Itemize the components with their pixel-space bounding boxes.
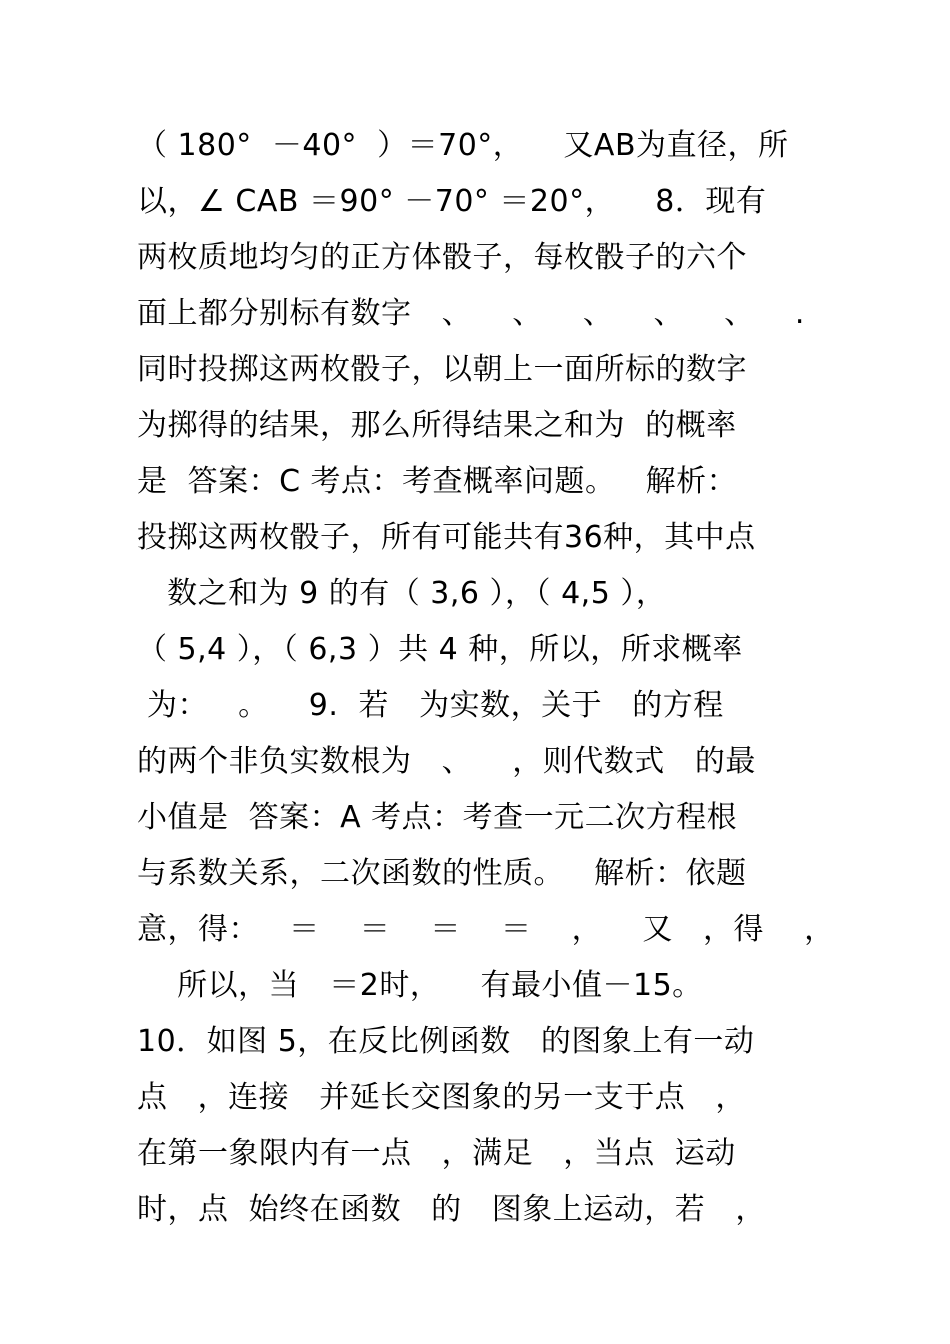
text-line: 两枚质地均匀的正方体骰子，每枚骰子的六个 bbox=[137, 240, 747, 275]
text-line: 以，∠ CAB ＝90° －70° ＝20°， 8．现有 bbox=[137, 184, 767, 219]
text-line: （ 5,4 ），（ 6,3 ）共 4 种，所以，所求概率 bbox=[137, 632, 743, 667]
text-line: 是 答案：C 考点：考查概率问题。 解析： bbox=[137, 464, 738, 499]
text-line: 为： 。 9. 若 为实数，关于 的方程 bbox=[137, 688, 724, 723]
text-line: （ 180° －40° ）＝70°， 又AB为直径，所 bbox=[137, 128, 789, 163]
text-line: 与系数关系，二次函数的性质。 解析：依题 bbox=[137, 856, 747, 891]
text-line: 同时投掷这两枚骰子，以朝上一面所标的数字 bbox=[137, 352, 747, 387]
text-line: 小值是 答案：A 考点：考查一元二次方程根 bbox=[137, 800, 738, 835]
text-line: 的两个非负实数根为 、 ，则代数式 的最 bbox=[137, 744, 756, 779]
text-line: 投掷这两枚骰子，所有可能共有36种，其中点 bbox=[137, 520, 756, 555]
text-line: 10．如图 5，在反比例函数 的图象上有一动 bbox=[137, 1024, 755, 1059]
text-line: 在第一象限内有一点 ，满足 ，当点 运动 bbox=[137, 1136, 736, 1171]
text-line: 为掷得的结果，那么所得结果之和为 的概率 bbox=[137, 408, 737, 443]
text-line: 意，得： ＝ ＝ ＝ ＝ ， 又 ，得 ， bbox=[137, 912, 835, 947]
text-line: 时，点 始终在函数 的 图象上运动，若 ， bbox=[137, 1192, 766, 1227]
text-line: 数之和为 9 的有（ 3,6 ），（ 4,5 ）， bbox=[137, 576, 667, 611]
text-line: 面上都分别标有数字 、 、 、 、 、 . bbox=[137, 296, 805, 331]
text-line: 点 ，连接 并延长交图象的另一支于点 ， bbox=[137, 1080, 746, 1115]
text-line: 所以，当 ＝2时， 有最小值－15。 bbox=[137, 968, 703, 1003]
